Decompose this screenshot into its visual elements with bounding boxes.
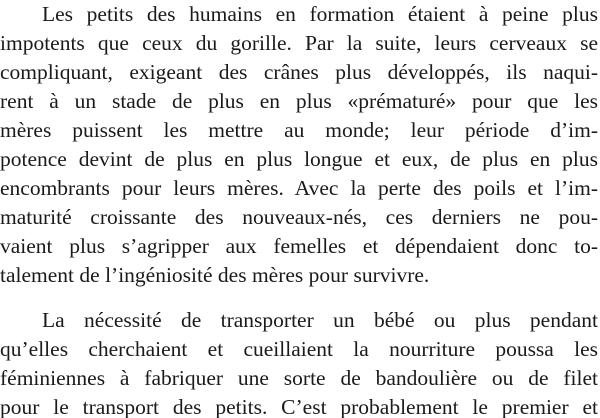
text-line: impotents que ceux du gorille. Par la suite, leurs cerveaux se <box>0 31 598 55</box>
text-line: féminiennes à fabriquer une sorte de bandoulière ou de filet <box>0 366 598 390</box>
text-line: Les petits des humains en formation étaient à peine plus <box>42 2 598 26</box>
text-line: pour le transport des petits. C’est probablement le premier et <box>0 395 598 418</box>
text-line: compliquant, exigeant des crânes plus développés, ils naqui- <box>0 60 598 84</box>
text-line: rent à un stade de plus en plus «prématuré» pour que les <box>0 89 598 113</box>
text-line: maturité croissante des nouveaux-nés, ces derniers ne pou- <box>0 205 598 229</box>
text-line: La nécessité de transporter un bébé ou plus pendant <box>42 308 598 332</box>
text-line: potence devint de plus en plus longue et eux, de plus en plus <box>0 147 598 171</box>
text-line: mères puissent les mettre au monde; leur période d’im- <box>0 118 598 142</box>
text-line: encombrants pour leurs mères. Avec la perte des poils et l’im- <box>0 176 598 200</box>
paragraph-2 <box>0 306 600 418</box>
text-line: vaient plus s’agripper aux femelles et dépendaient donc to- <box>0 234 598 258</box>
text-line: talement de l’ingéniosité des mères pour survivre. <box>0 263 430 287</box>
text-line: qu’elles cherchaient et cueillaient la nourriture poussa les <box>0 337 598 361</box>
